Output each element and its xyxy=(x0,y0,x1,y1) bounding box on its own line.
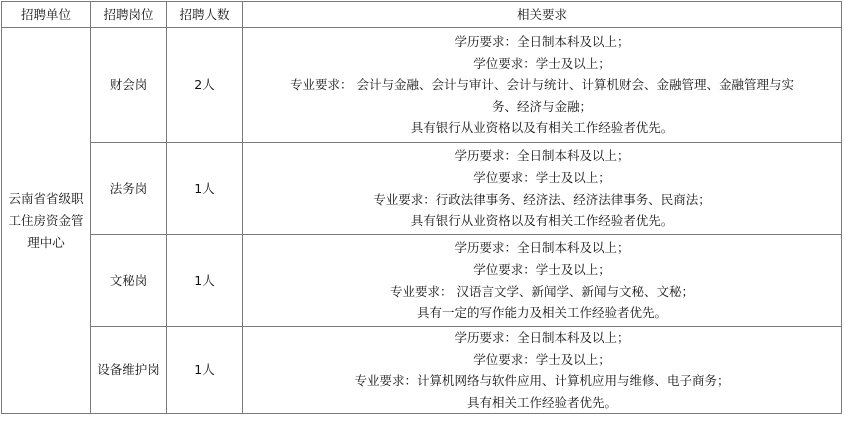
count-cell: 2人 xyxy=(167,28,243,143)
requirement-line: 专业要求： 会计与金融、会计与审计、会计与统计、计算机财会、金融管理、金融管理与实 xyxy=(290,77,794,93)
requirement-line: 学位要求：学士及以上； xyxy=(473,261,611,277)
requirements-cell xyxy=(243,235,842,327)
requirements-cell xyxy=(243,327,842,414)
requirements-cell xyxy=(243,143,842,235)
count-cell: 1人 xyxy=(167,143,243,235)
requirement-line: 专业要求：行政法律事务、经济法、经济法律事务、民商法； xyxy=(373,191,711,207)
requirement-line: 专业要求：计算机网络与软件应用、计算机应用与维修、电子商务； xyxy=(354,373,730,389)
requirement-line: 具有相关工作经验者优先。 xyxy=(466,394,617,410)
unit-cell xyxy=(2,28,91,414)
header-count: 招聘人数 xyxy=(167,2,243,28)
post-cell: 设备维护岗 xyxy=(91,327,167,414)
post-cell: 财会岗 xyxy=(91,28,167,143)
count-cell: 1人 xyxy=(167,327,243,414)
requirements-cell xyxy=(243,28,842,143)
requirement-line: 专业要求： 汉语言文学、新闻学、新闻与文秘、文秘； xyxy=(390,283,694,299)
table-row xyxy=(2,327,842,414)
requirement-line: 学位要求：学士及以上； xyxy=(473,351,611,367)
requirement-line: 具有银行从业资格以及有相关工作经验者优先。 xyxy=(410,120,674,136)
header-post: 招聘岗位 xyxy=(91,2,167,28)
requirement-line: 学历要求：全日制本科及以上； xyxy=(454,148,630,164)
post-cell: 文秘岗 xyxy=(91,235,167,327)
header-unit: 招聘单位 xyxy=(2,2,91,28)
table-row xyxy=(2,235,842,327)
table-row xyxy=(2,28,842,143)
requirement-line: 学历要求：全日制本科及以上； xyxy=(454,330,630,345)
count-cell: 1人 xyxy=(167,235,243,327)
requirement-line: 具有银行从业资格以及有相关工作经验者优先。 xyxy=(410,213,674,229)
post-cell: 法务岗 xyxy=(91,143,167,235)
header-row xyxy=(2,2,842,28)
recruitment-table xyxy=(1,1,842,414)
requirement-line: 学历要求：全日制本科及以上； xyxy=(454,34,630,50)
header-requirements: 相关要求 xyxy=(243,2,842,28)
requirement-line: 学位要求：学士及以上； xyxy=(473,55,611,71)
requirement-line: 学历要求：全日制本科及以上； xyxy=(454,240,630,256)
table-row xyxy=(2,143,842,235)
unit-name: 云南省省级职工住房资金管理中心 xyxy=(8,190,84,250)
requirement-line: 学位要求：学士及以上； xyxy=(473,169,611,185)
requirement-line: 具有一定的写作能力及相关工作经验者优先。 xyxy=(416,305,667,321)
requirement-line: 务、经济与金融； xyxy=(491,98,592,114)
